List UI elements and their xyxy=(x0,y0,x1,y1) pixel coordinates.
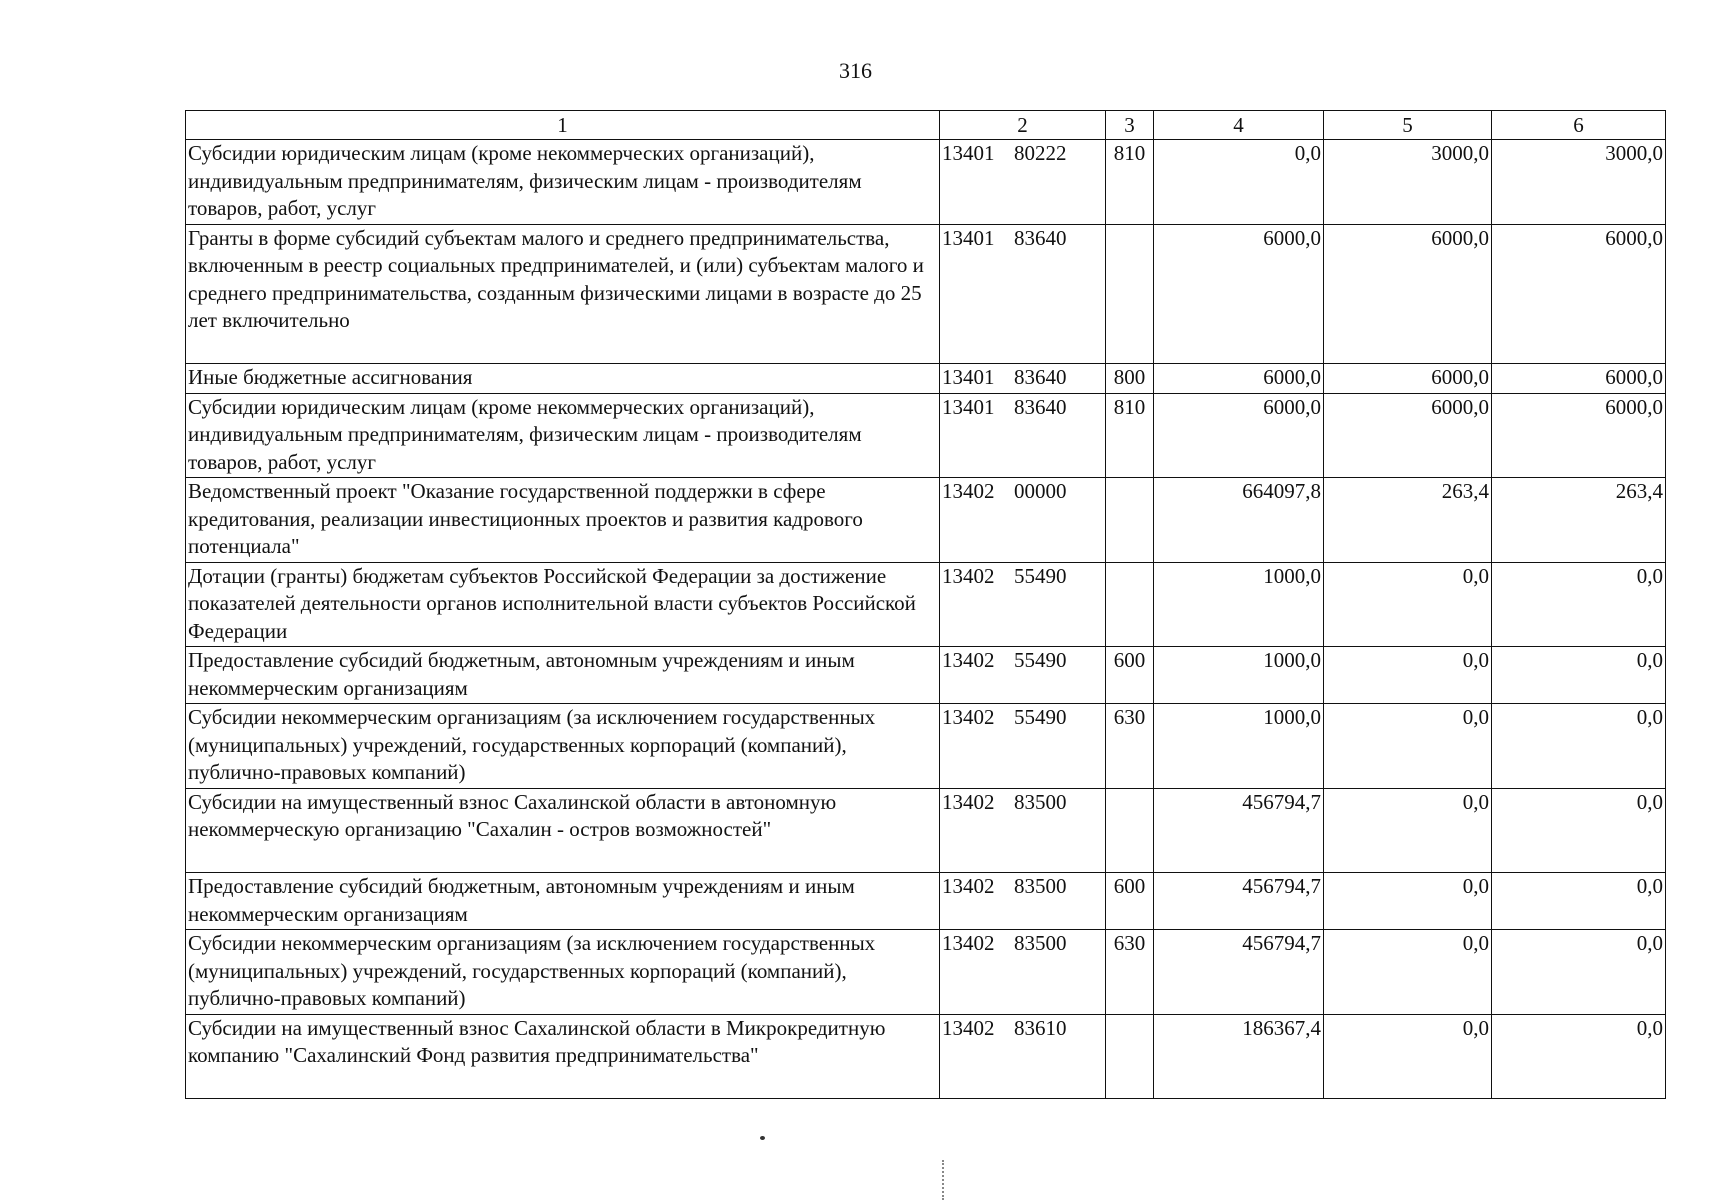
row-description: Предоставление субсидий бюджетным, автономным учреждениям и иным некоммерческим организациям xyxy=(186,647,940,704)
amount-col-4: 456794,7 xyxy=(1154,873,1324,930)
amount-col-6: 0,0 xyxy=(1492,704,1666,789)
program-code: 13402 xyxy=(942,479,995,503)
program-code: 13402 xyxy=(942,874,995,898)
row-description: Гранты в форме субсидий субъектам малого и среднего предпринимательства, включенным в реестр социальных предпринимателей, и (или) субъектам малого и среднего предпринимательства, созданным физическими лицами в возрасте до 25 лет включительно xyxy=(186,224,940,364)
amount-col-4: 186367,4 xyxy=(1154,1014,1324,1099)
amount-col-5: 6000,0 xyxy=(1324,364,1492,394)
amount-col-6: 0,0 xyxy=(1492,1014,1666,1099)
table-row xyxy=(186,873,1666,930)
direction-code: 83610 xyxy=(1014,1015,1067,1040)
program-code: 13401 xyxy=(942,394,995,419)
amount-col-5: 0,0 xyxy=(1324,647,1492,704)
amount-col-4: 6000,0 xyxy=(1154,393,1324,478)
amount-col-4: 1000,0 xyxy=(1154,704,1324,789)
amount-col-4: 664097,8 xyxy=(1154,478,1324,563)
table-row xyxy=(186,364,1666,394)
amount-col-5: 0,0 xyxy=(1324,562,1492,647)
amount-col-6: 3000,0 xyxy=(1492,140,1666,225)
column-header-3: 3 xyxy=(1106,111,1154,140)
row-description: Субсидии некоммерческим организациям (за исключением государственных (муниципальных) учреждений, государственных корпораций (компаний), публично-правовых компаний) xyxy=(186,930,940,1015)
amount-col-5: 6000,0 xyxy=(1324,393,1492,478)
page-number: 316 xyxy=(839,58,872,83)
target-article-code xyxy=(940,1014,1106,1099)
expense-type-code xyxy=(1106,562,1154,647)
amount-col-4: 456794,7 xyxy=(1154,930,1324,1015)
target-article-code xyxy=(940,873,1106,930)
program-code: 13401 xyxy=(942,365,995,389)
column-header-2: 2 xyxy=(940,111,1106,140)
amount-col-4: 6000,0 xyxy=(1154,364,1324,394)
amount-col-5: 0,0 xyxy=(1324,704,1492,789)
scan-dots xyxy=(942,1160,946,1200)
amount-col-5: 0,0 xyxy=(1324,873,1492,930)
program-code: 13402 xyxy=(942,648,995,672)
amount-col-4: 6000,0 xyxy=(1154,224,1324,364)
target-article-code xyxy=(940,393,1106,478)
amount-col-6: 0,0 xyxy=(1492,562,1666,647)
amount-col-4: 1000,0 xyxy=(1154,562,1324,647)
direction-code: 80222 xyxy=(1014,141,1067,165)
expense-type-code xyxy=(1106,788,1154,873)
amount-col-6: 6000,0 xyxy=(1492,393,1666,478)
row-description: Иные бюджетные ассигнования xyxy=(186,364,940,394)
expense-type-code: 600 xyxy=(1106,647,1154,704)
direction-code: 55490 xyxy=(1014,705,1067,729)
amount-col-5: 263,4 xyxy=(1324,478,1492,563)
amount-col-6: 0,0 xyxy=(1492,647,1666,704)
amount-col-5: 6000,0 xyxy=(1324,224,1492,364)
expense-type-code xyxy=(1106,478,1154,563)
program-code: 13401 xyxy=(942,225,995,250)
target-article-code xyxy=(940,224,1106,364)
row-description: Субсидии на имущественный взнос Сахалинской области в автономную некоммерческую организацию "Сахалин - остров возможностей" xyxy=(186,788,940,873)
target-article-code xyxy=(940,140,1106,225)
direction-code: 83640 xyxy=(1014,225,1067,250)
table-row xyxy=(186,224,1666,364)
row-description: Субсидии юридическим лицам (кроме некоммерческих организаций), индивидуальным предпринимателям, физическим лицам - производителям товаров, работ, услуг xyxy=(186,393,940,478)
expense-type-code: 630 xyxy=(1106,930,1154,1015)
direction-code: 55490 xyxy=(1014,648,1067,672)
amount-col-6: 263,4 xyxy=(1492,478,1666,563)
amount-col-6: 6000,0 xyxy=(1492,224,1666,364)
direction-code: 83500 xyxy=(1014,874,1067,898)
program-code: 13402 xyxy=(942,789,995,814)
amount-col-4: 1000,0 xyxy=(1154,647,1324,704)
row-description: Ведомственный проект "Оказание государственной поддержки в сфере кредитования, реализации инвестиционных проектов и развития кадрового потенциала" xyxy=(186,478,940,563)
table-row xyxy=(186,704,1666,789)
amount-col-5: 0,0 xyxy=(1324,930,1492,1015)
amount-col-5: 0,0 xyxy=(1324,1014,1492,1099)
amount-col-6: 0,0 xyxy=(1492,788,1666,873)
amount-col-5: 0,0 xyxy=(1324,788,1492,873)
scan-speck xyxy=(760,1136,765,1140)
target-article-code xyxy=(940,788,1106,873)
expense-type-code xyxy=(1106,1014,1154,1099)
amount-col-6: 0,0 xyxy=(1492,873,1666,930)
budget-table xyxy=(185,110,1666,1099)
table-row xyxy=(186,562,1666,647)
program-code: 13401 xyxy=(942,141,995,165)
direction-code: 00000 xyxy=(1014,479,1067,503)
table-row xyxy=(186,1014,1666,1099)
program-code: 13402 xyxy=(942,563,995,588)
target-article-code xyxy=(940,930,1106,1015)
expense-type-code: 630 xyxy=(1106,704,1154,789)
expense-type-code xyxy=(1106,224,1154,364)
row-description: Дотации (гранты) бюджетам субъектов Российской Федерации за достижение показателей деятельности органов исполнительной власти субъектов Российской Федерации xyxy=(186,562,940,647)
amount-col-4: 456794,7 xyxy=(1154,788,1324,873)
program-code: 13402 xyxy=(942,1015,995,1040)
row-description: Субсидии юридическим лицам (кроме некоммерческих организаций), индивидуальным предпринимателям, физическим лицам - производителям товаров, работ, услуг xyxy=(186,140,940,225)
target-article-code xyxy=(940,704,1106,789)
direction-code: 55490 xyxy=(1014,563,1067,588)
amount-col-5: 3000,0 xyxy=(1324,140,1492,225)
amount-col-6: 0,0 xyxy=(1492,930,1666,1015)
column-header-4: 4 xyxy=(1154,111,1324,140)
header-row xyxy=(186,111,1666,140)
table-row xyxy=(186,647,1666,704)
direction-code: 83640 xyxy=(1014,365,1067,389)
expense-type-code: 800 xyxy=(1106,364,1154,394)
row-description: Предоставление субсидий бюджетным, автономным учреждениям и иным некоммерческим организациям xyxy=(186,873,940,930)
table-row xyxy=(186,930,1666,1015)
table-row xyxy=(186,788,1666,873)
column-header-5: 5 xyxy=(1324,111,1492,140)
expense-type-code: 810 xyxy=(1106,393,1154,478)
target-article-code xyxy=(940,364,1106,394)
table-row xyxy=(186,393,1666,478)
table-row xyxy=(186,140,1666,225)
direction-code: 83500 xyxy=(1014,931,1067,955)
expense-type-code: 810 xyxy=(1106,140,1154,225)
direction-code: 83500 xyxy=(1014,789,1067,814)
direction-code: 83640 xyxy=(1014,394,1067,419)
target-article-code xyxy=(940,562,1106,647)
column-header-6: 6 xyxy=(1492,111,1666,140)
row-description: Субсидии на имущественный взнос Сахалинской области в Микрокредитную компанию "Сахалинский Фонд развития предпринимательства" xyxy=(186,1014,940,1099)
target-article-code xyxy=(940,647,1106,704)
amount-col-6: 6000,0 xyxy=(1492,364,1666,394)
program-code: 13402 xyxy=(942,931,995,955)
table-row xyxy=(186,478,1666,563)
column-header-1: 1 xyxy=(186,111,940,140)
row-description: Субсидии некоммерческим организациям (за исключением государственных (муниципальных) учреждений, государственных корпораций (компаний), публично-правовых компаний) xyxy=(186,704,940,789)
target-article-code xyxy=(940,478,1106,563)
amount-col-4: 0,0 xyxy=(1154,140,1324,225)
program-code: 13402 xyxy=(942,705,995,729)
expense-type-code: 600 xyxy=(1106,873,1154,930)
